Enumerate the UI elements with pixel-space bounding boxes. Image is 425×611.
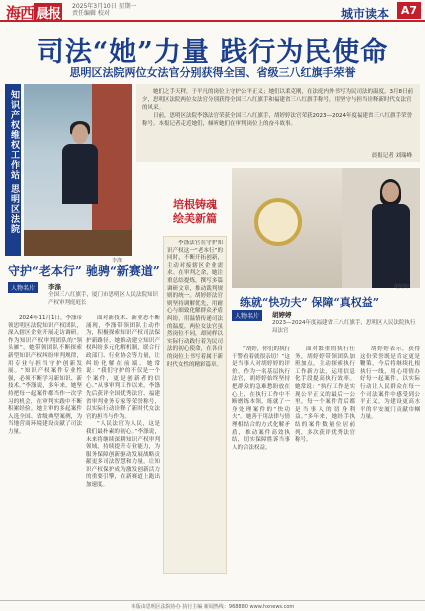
middle-title: 培根铸魂 绘美新篇: [173, 198, 217, 225]
logo-main-text: 海西: [6, 4, 35, 22]
section-name: 城市读本: [340, 7, 389, 21]
masthead: [0, 0, 425, 22]
middle-body: [167, 240, 223, 570]
middle-box: [163, 236, 227, 574]
section2-bio: 2023—2024年度福建省三八红旗手，思明区人民法院执行局法官: [272, 320, 416, 334]
section2-title: 练就“快功夫” 保障“真权益”: [240, 296, 380, 309]
section1-paragraph-3: “人民法官为人民，这是我们最朴素的初心。”李涤说，未来将继续深耕知识产权审判领域，持续提升专业能力，为服务保障创新驱动发展战略贡献更多司法智慧和力量，让知识产权保护成为激发创新活力的重要引擎，在新赛道上跑出加速度。: [86, 421, 160, 489]
section1-title: 守护“老本行” 驰骋“新赛道”: [8, 264, 160, 278]
section2-paragraph-2: 面对繁重的执行任务，胡婷婷带领团队加班加点，主动探索执行工作新方法，运用信息化手段提高执行效率。她常说：“执行工作是实现公平正义的最后一公里，每一个案件背后都是当事人的切身利益。”多年来，她经手执结的案件数量位居前列，多次获评优秀法官称号。: [295, 346, 355, 444]
vertical-banner-text: 知识产权维权工作站 思明区法院: [9, 90, 19, 235]
section2-paragraph-1: “胡婷，你们的执行干警看着就很亲切！”这是当事人对胡婷婷的评价。作为一名基层执行法官，胡婷婷始终坚持把群众的急难愁盼放在心上，在执行工作中不断磨练本领，练就了一身处理案件的“快功夫”。她善于用法律与情理相结合的方式化解矛盾，推动案件高效执结，切实保障胜诉当事人的合法权益。: [232, 346, 290, 451]
section1-author: 李涤: [48, 283, 61, 291]
masthead-date: [72, 3, 137, 17]
main-headline: 司法“她”力量 践行为民使命: [36, 37, 389, 68]
page-footer: 本版由思明区法院协办 执行主编 新闻热线：968880 www.hxnews.com: [0, 600, 425, 610]
court-emblem-icon: [254, 198, 302, 246]
section1-column-2: [86, 315, 160, 597]
masthead-date-line1: 2025年3月10日 星期一: [72, 3, 137, 10]
lead-paragraph-1: 她们之手天秤，于平凡的岗位上守护公平正义；她们以柔克刚，在法庭内外书写为民司法的温度。3月8日前夕，思明区法院两位女法官分别获得全国三八红旗手和福建省三八红旗手称号，用坚守与担当诠释新时代女法官的风采。: [142, 89, 414, 111]
section1-paragraph-2: 面对新技术、新业态不断涌现，李涤带领团队主动作为，积极探索知识产权司法保护新路径。她推动建立知识产权纠纷多元化解机制，联合行政部门、行业协会等力量，让纠纷化解在前端。她常说：“我们守护的不仅是一个个案件，更是创新者的信心。”从事审判工作以来，李涤先后获评全国优秀法官、福建省审判业务专家等荣誉称号，以实际行动诠释了新时代女法官的担当与作为。: [86, 315, 160, 420]
section2-column-1: [232, 346, 290, 596]
sub-headline: 思明区法院两位女法官分别获得全国、省级三八红旗手荣誉: [69, 66, 356, 79]
photo-hu-tingting: [232, 168, 420, 288]
section1-column-1: [8, 315, 82, 597]
section2-column-2: [295, 346, 355, 596]
photo1-credit: 李涤: [112, 258, 123, 264]
section2-tag: 人物名片: [232, 310, 262, 321]
photo-li-di: [24, 84, 132, 256]
photo-person: [62, 124, 98, 234]
logo-box-text: 晨报: [34, 3, 62, 22]
masthead-date-line2: 责任编辑 校对: [72, 10, 110, 17]
photo-desk: [24, 230, 132, 256]
photo2-credit: 胡婷婷: [394, 284, 410, 290]
lead-paragraph-2: 日前，思明区法院李涤法官荣获全国三八红旗手，胡婷婷法官荣获2023—2024年度福建省三八红旗手荣誉称号。本报记者走近她们，倾听她们在审判岗位上的奋斗故事。: [142, 113, 412, 127]
middle-paragraph: 李涤法官在守护知识产权这一“老本行”的同时，不断开拓创新，主动对接辖区企业需求。在审判之余，她注重总结提炼，撰写多篇调研文章，推动裁判规则的统一。胡婷婷法官则坚持调解优先，用耐心与细致化解群众矛盾纠纷，用温情传递司法的温度。两位女法官虽然岗位不同，却同样以实际行动践行着为民司法的初心使命，在各自的岗位上书写着属于新时代女性的精彩篇章。: [167, 240, 223, 368]
section2-author: 胡婷婷: [272, 311, 292, 319]
page-number: A7: [397, 2, 421, 19]
lead-box: [136, 84, 420, 162]
section1-tag: 人物名片: [8, 282, 38, 293]
section2-paragraph-3: 胡婷婷表示，获得这份荣誉既是肯定更是鞭策，今后将继续扎根执行一线，用心用情办好每一起案件，以实际行动让人民群众在每一个司法案件中感受到公平正义，为建设更高水平的平安厦门贡献巾帼力量。: [360, 346, 420, 421]
newspaper-logo: [6, 2, 62, 23]
section1-bio: 全国三八红旗手，厦门市思明区人民法院知识产权审判庭庭长: [48, 292, 159, 306]
vertical-banner: [5, 84, 21, 256]
section2-column-3: [360, 346, 420, 596]
photo-person: [372, 182, 410, 288]
lead-credit: 晨报记者 刘瑞峰: [371, 153, 412, 159]
section1-paragraph-1: 2024年11月1日，李涤带领思明区法院知识产权团队，深入辖区企业开展走访调研。作为知识产权审判团队的“领头雁”，她带领团队不断探索新型知识产权纠纷审判规律，用专业与担当守护创新发展。“知识产权案件专业性强，必须不断学习新知识、新技术。”李涤说，多年来，她坚持把每一起案件都当作一次学习的机会，在审判实践中不断积累经验。她主审的多起案件入选全国、省级典型案例，为当地营商环境建设贡献了司法力量。: [8, 315, 82, 435]
